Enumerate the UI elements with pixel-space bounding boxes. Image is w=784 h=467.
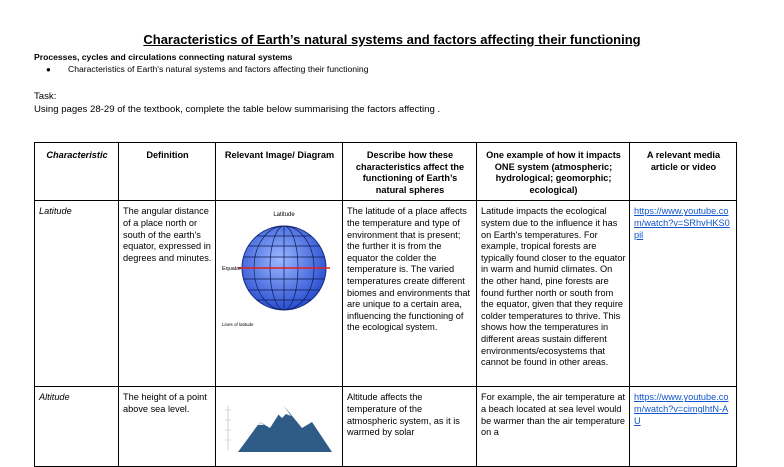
bullet-text: Characteristics of Earth's natural systems and factors affecting their functioning bbox=[68, 64, 369, 74]
cell-media bbox=[630, 201, 737, 387]
cell-describe: Altitude affects the temperature of the atmospheric system, as it is warmed by solar bbox=[343, 387, 477, 467]
cell-media bbox=[630, 387, 737, 467]
globe-top-label: Latitude bbox=[273, 212, 295, 219]
cell-example: For example, the air temperature at a beach located at sea level would be warmer than the air temperature on a bbox=[477, 387, 630, 467]
table-row bbox=[35, 387, 737, 467]
cell-image bbox=[216, 387, 343, 467]
cell-example: Latitude impacts the ecological system due to the influence it has on Earth's temperatures. For example, tropical forests are typically found closer to the equator in warm and humid climates. On the other hand, pine forests are found further north or south from the equator, given that they require colder temperatures to thrive. This shows how the temperatures in different areas sustain different environments/ecosystems that cannot be found in other areas. bbox=[477, 201, 630, 387]
globe-left-label: Equator bbox=[222, 266, 242, 273]
table-header-row bbox=[35, 143, 737, 201]
cell-image bbox=[216, 201, 343, 387]
cell-definition: The height of a point above sea level. bbox=[119, 387, 216, 467]
globe-bottom-label: Lines of latitude bbox=[222, 322, 254, 328]
header-media: A relevant media article or video bbox=[630, 143, 737, 201]
bullet-dot-icon: ● bbox=[46, 65, 51, 74]
header-definition: Definition bbox=[119, 143, 216, 201]
task-instruction: Using pages 28-29 of the textbook, complete the table below summarising the factors affecting . bbox=[34, 104, 441, 115]
cell-definition: The angular distance of a place north or south of the earth's equator, expressed in degrees and minutes. bbox=[119, 201, 216, 387]
table-row bbox=[35, 201, 737, 387]
video-link[interactable]: https://www.youtube.com/watch?v=SRhvHKS0pil bbox=[634, 206, 730, 240]
factors-table bbox=[34, 142, 737, 467]
bullet-item bbox=[46, 64, 369, 75]
header-characteristic: Characteristic bbox=[35, 143, 119, 201]
document-title: Characteristics of Earth’s natural systems and factors affecting their functioning bbox=[143, 32, 641, 47]
header-describe: Describe how these characteristics affect the functioning of Earth’s natural spheres bbox=[343, 143, 477, 201]
header-image: Relevant Image/ Diagram bbox=[216, 143, 343, 201]
cell-characteristic: Latitude bbox=[35, 201, 119, 387]
subheading: Processes, cycles and circulations connecting natural systems bbox=[34, 52, 293, 62]
cell-characteristic: Altitude bbox=[35, 387, 119, 467]
header-example: One example of how it impacts ONE system (atmospheric; hydrological; geomorphic; ecological) bbox=[477, 143, 630, 201]
cell-describe: The latitude of a place affects the temperature and type of environment that is present; the further it is from the equator the colder the temperature is. The varied temperatures create different biomes and environments that are unique to a certain area, influencing the functioning of the ecological system. bbox=[343, 201, 477, 387]
video-link[interactable]: https://www.youtube.com/watch?v=cimglhtN-AU bbox=[634, 392, 729, 426]
altitude-mountain-image bbox=[220, 392, 340, 452]
latitude-globe-image bbox=[220, 206, 340, 336]
task-label: Task: bbox=[34, 91, 57, 102]
